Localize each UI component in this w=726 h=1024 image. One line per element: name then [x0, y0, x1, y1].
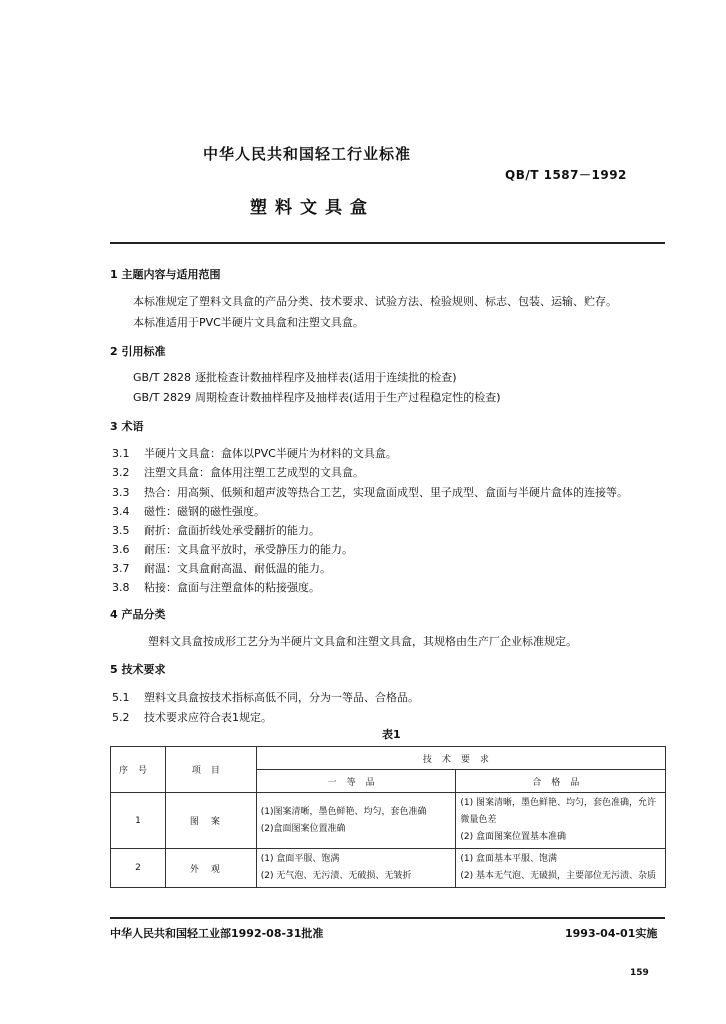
table-header-row: [111, 747, 666, 770]
section-1-para-2: 本标准适用于PVC半硬片文具盒和注塑文具盒。: [133, 316, 364, 329]
term-item: [112, 503, 265, 519]
term-text: 耐折：盒面折线处承受翻折的能力。: [144, 524, 320, 537]
cell-qualified-grade: (1) 图案清晰，墨色鲜艳、均匀，套色准确，允许微量色差 (2) 盒面图案位置基本准确: [456, 793, 666, 849]
cell-item: 图案: [165, 793, 256, 849]
header-first-grade: 一等品: [256, 770, 456, 793]
table-row: [111, 849, 666, 888]
section-2-heading: 2 引用标准: [110, 345, 166, 358]
term-item: [112, 445, 397, 461]
page-number: 159: [630, 968, 649, 978]
header-tech: 技术要求: [256, 747, 665, 770]
reference-code: GB/T 2829: [133, 391, 191, 404]
requirements-table: [110, 746, 666, 888]
section-1-heading: 1 主题内容与适用范围: [110, 268, 221, 281]
standard-code: QB/T 1587－1992: [505, 168, 627, 182]
term-text: 磁性：磁钢的磁性强度。: [144, 505, 265, 518]
document-title: 塑料文具盒: [250, 198, 375, 218]
cell-seq: 1: [111, 793, 166, 849]
term-text: 耐温：文具盒耐高温、耐低温的能力。: [144, 562, 331, 575]
requirement-item: [112, 709, 272, 725]
section-3-heading: 3 术语: [110, 420, 144, 433]
reference-item: [133, 369, 457, 385]
reference-text: 周期检查计数抽样程序及抽样表(适用于生产过程稳定性的检查): [195, 391, 501, 404]
section-4-para: 塑料文具盒按成形工艺分为半硬片文具盒和注塑文具盒，其规格由生产厂企业标准规定。: [148, 635, 577, 648]
table-row: [111, 793, 666, 849]
term-text: 注塑文具盒：盒体用注塑工艺成型的文具盒。: [144, 466, 364, 479]
term-number: 3.5: [112, 524, 130, 537]
term-text: 半硬片文具盒：盒体以PVC半硬片为材料的文具盒。: [144, 447, 397, 460]
table-caption: 表1: [382, 728, 401, 741]
requirement-text: 技术要求应符合表1规定。: [144, 711, 272, 724]
requirement-text: 塑料文具盒按技术指标高低不同，分为一等品、合格品。: [144, 691, 419, 704]
effective-date: 1993-04-01实施: [565, 927, 658, 940]
term-number: 3.3: [112, 486, 130, 499]
term-number: 3.4: [112, 505, 130, 518]
requirement-number: 5.2: [112, 711, 130, 724]
term-number: 3.1: [112, 447, 130, 460]
header-seq: 序号: [111, 747, 166, 793]
reference-code: GB/T 2828: [133, 371, 191, 384]
requirement-item: [112, 689, 419, 705]
term-item: [112, 560, 331, 576]
term-item: [112, 541, 353, 557]
cell-seq: 2: [111, 849, 166, 888]
term-item: [112, 579, 320, 595]
term-text: 粘接：盒面与注塑盒体的粘接强度。: [144, 581, 320, 594]
reference-item: [133, 389, 501, 405]
term-number: 3.2: [112, 466, 130, 479]
footer-rule: [110, 917, 665, 919]
term-text: 热合：用高频、低频和超声波等热合工艺，实现盒面成型、里子成型、盒面与半硬片盒体的连接等。: [144, 486, 628, 499]
cell-first-grade: (1) 盒面平服、饱满 (2) 无气泡、无污渍、无破损、无皱折: [256, 849, 456, 888]
reference-text: 逐批检查计数抽样程序及抽样表(适用于连续批的检查): [195, 371, 457, 384]
term-number: 3.8: [112, 581, 130, 594]
term-text: 耐压：文具盒平放时，承受静压力的能力。: [144, 543, 353, 556]
cell-first-grade: (1)图案清晰，墨色鲜艳、均匀，套色准确 (2)盒面图案位置准确: [256, 793, 456, 849]
header-item: 项目: [165, 747, 256, 793]
header-rule: [110, 242, 665, 244]
term-item: [112, 522, 320, 538]
section-5-heading: 5 技术要求: [110, 663, 166, 676]
section-1-para-1: 本标准规定了塑料文具盒的产品分类、技术要求、试验方法、检验规则、标志、包装、运输、贮存。: [133, 295, 617, 308]
term-item: [112, 484, 628, 500]
term-item: [112, 464, 364, 480]
term-number: 3.7: [112, 562, 130, 575]
term-number: 3.6: [112, 543, 130, 556]
org-title: 中华人民共和国轻工行业标准: [203, 145, 412, 163]
cell-item: 外观: [165, 849, 256, 888]
cell-qualified-grade: (1) 盒面基本平服、饱满 (2) 基本无气泡、无破损，主要部位无污渍、杂质: [456, 849, 666, 888]
requirement-number: 5.1: [112, 691, 130, 704]
approval-line: 中华人民共和国轻工业部1992-08-31批准: [110, 927, 324, 940]
section-4-heading: 4 产品分类: [110, 608, 166, 621]
header-qualified-grade: 合格品: [456, 770, 666, 793]
